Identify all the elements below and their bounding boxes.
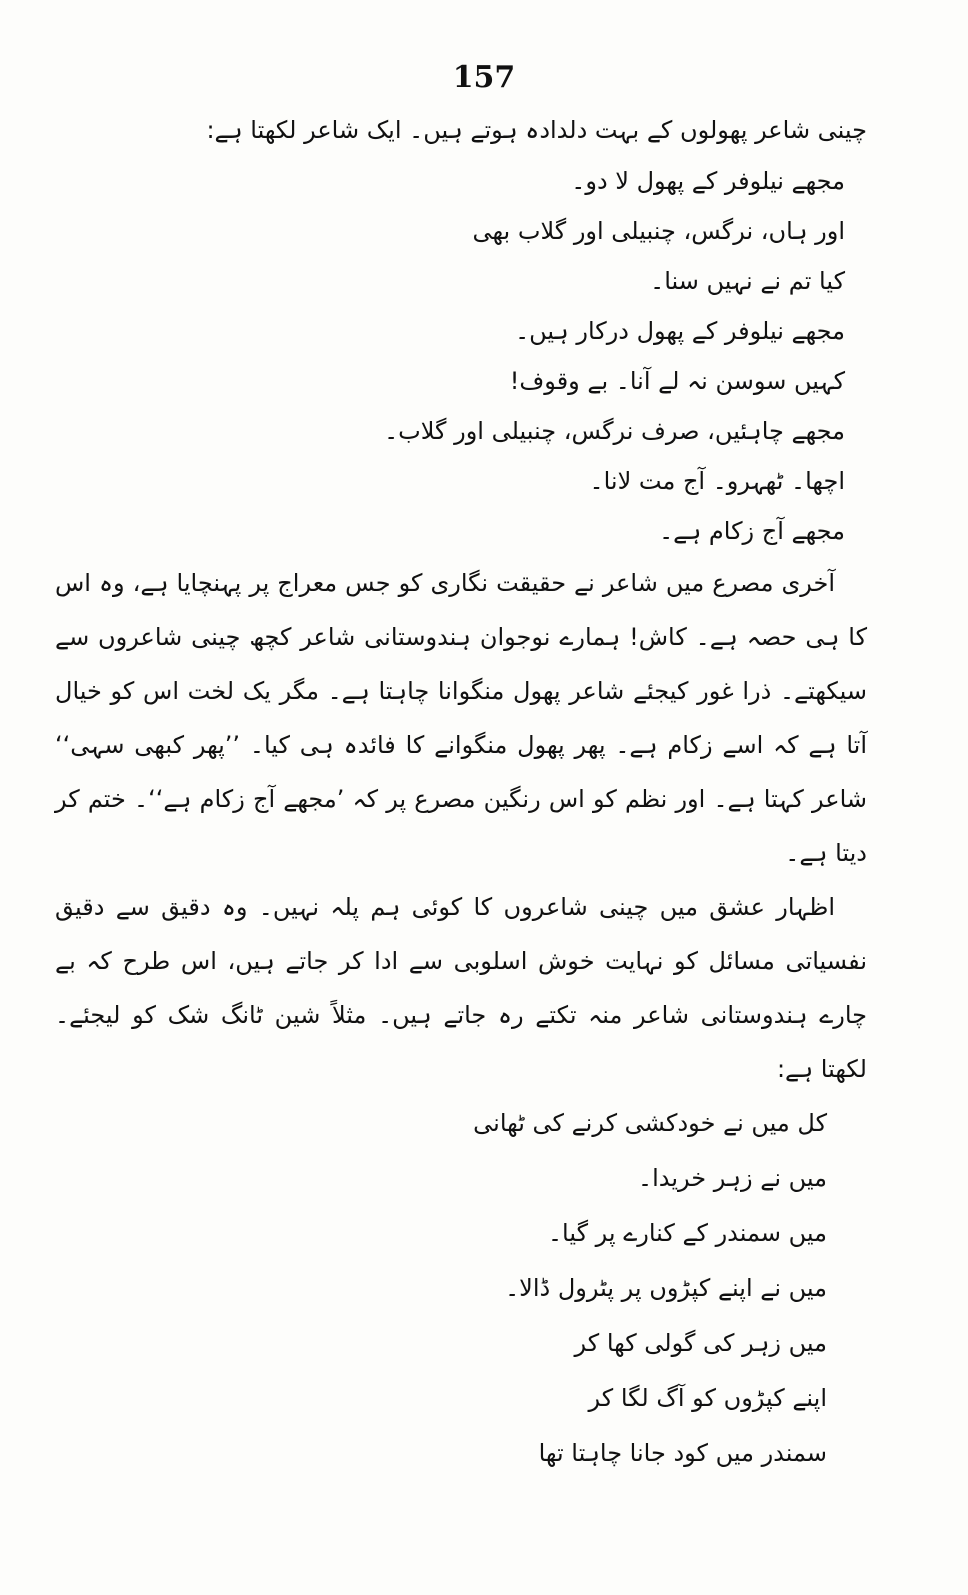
poem-line: کل میں نے خودکشی کرنے کی ٹھانی: [473, 1109, 827, 1137]
poem-line: اپنے کپڑوں کو آگ لگا کر: [588, 1384, 827, 1412]
poem-line: میں زہر کی گولی کھا کر: [574, 1329, 827, 1357]
poem-one: [55, 156, 867, 556]
second-paragraph: اظہار عشق میں چینی شاعروں کا کوئی ہم پلہ نہیں۔ وہ دقیق سے دقیق نفسیاتی مسائل کو نہایت خوش اسلوبی سے ادا کر جاتے ہیں، اس طرح کہ بے چارے ہندوستانی شاعر منہ تکتے رہ جاتے ہیں۔ مثلاً شین ٹانگ شک کو لیجئے۔ لکھتا ہے:: [55, 893, 867, 1083]
poem-two: [55, 1096, 867, 1481]
commentary-paragraph: آخری مصرع میں شاعر نے حقیقت نگاری کو جس معراج پر پہنچایا ہے، وہ اس کا ہی حصہ ہے۔ کاش! ہمارے نوجوان ہندوستانی شاعر کچھ چینی شاعروں سے سیکھتے۔ ذرا غور کیجئے شاعر پھول منگوانا چاہتا ہے۔ مگر یک لخت اس کو خیال آتا ہے کہ اسے زکام ہے۔ پھر پھول منگوانے کا فائدہ ہی کیا۔ ’’پھر کبھی سہی‘‘ شاعر کہتا ہے۔ اور نظم کو اس رنگین مصرع پر کہ ’مجھے آج زکام ہے‘‘۔ ختم کر دیتا ہے۔: [55, 569, 867, 867]
poem-line: مجھے چاہئیں، صرف نرگس، چنبیلی اور گلاب۔: [384, 417, 845, 445]
poem-line: اور ہاں، نرگس، چنبیلی اور گلاب بھی: [472, 217, 845, 245]
poem-line: کہیں سوسن نہ لے آنا۔ بے وقوف!: [509, 367, 845, 395]
poem-line: میں نے اپنے کپڑوں پر پٹرول ڈالا۔: [505, 1274, 827, 1302]
poem-line: مجھے نیلوفر کے پھول لا دو۔: [571, 167, 845, 195]
poem-line: اچھا۔ ٹھہرو۔ آج مت لانا۔: [589, 467, 845, 495]
poem-line: مجھے نیلوفر کے پھول درکار ہیں۔: [515, 317, 845, 345]
poem-line: میں نے زہر خریدا۔: [638, 1164, 827, 1192]
poem-line: مجھے آج زکام ہے۔: [659, 517, 845, 545]
poem-line: میں سمندر کے کنارے پر گیا۔: [547, 1219, 827, 1247]
poem-line: کیا تم نے نہیں سنا۔: [650, 267, 845, 295]
page-text: [55, 104, 867, 1481]
poem-line: سمندر میں کود جانا چاہتا تھا: [538, 1439, 827, 1467]
intro-paragraph: چینی شاعر پھولوں کے بہت دلدادہ ہوتے ہیں۔ ایک شاعر لکھتا ہے:: [206, 116, 867, 144]
page-number: 157: [452, 60, 516, 95]
